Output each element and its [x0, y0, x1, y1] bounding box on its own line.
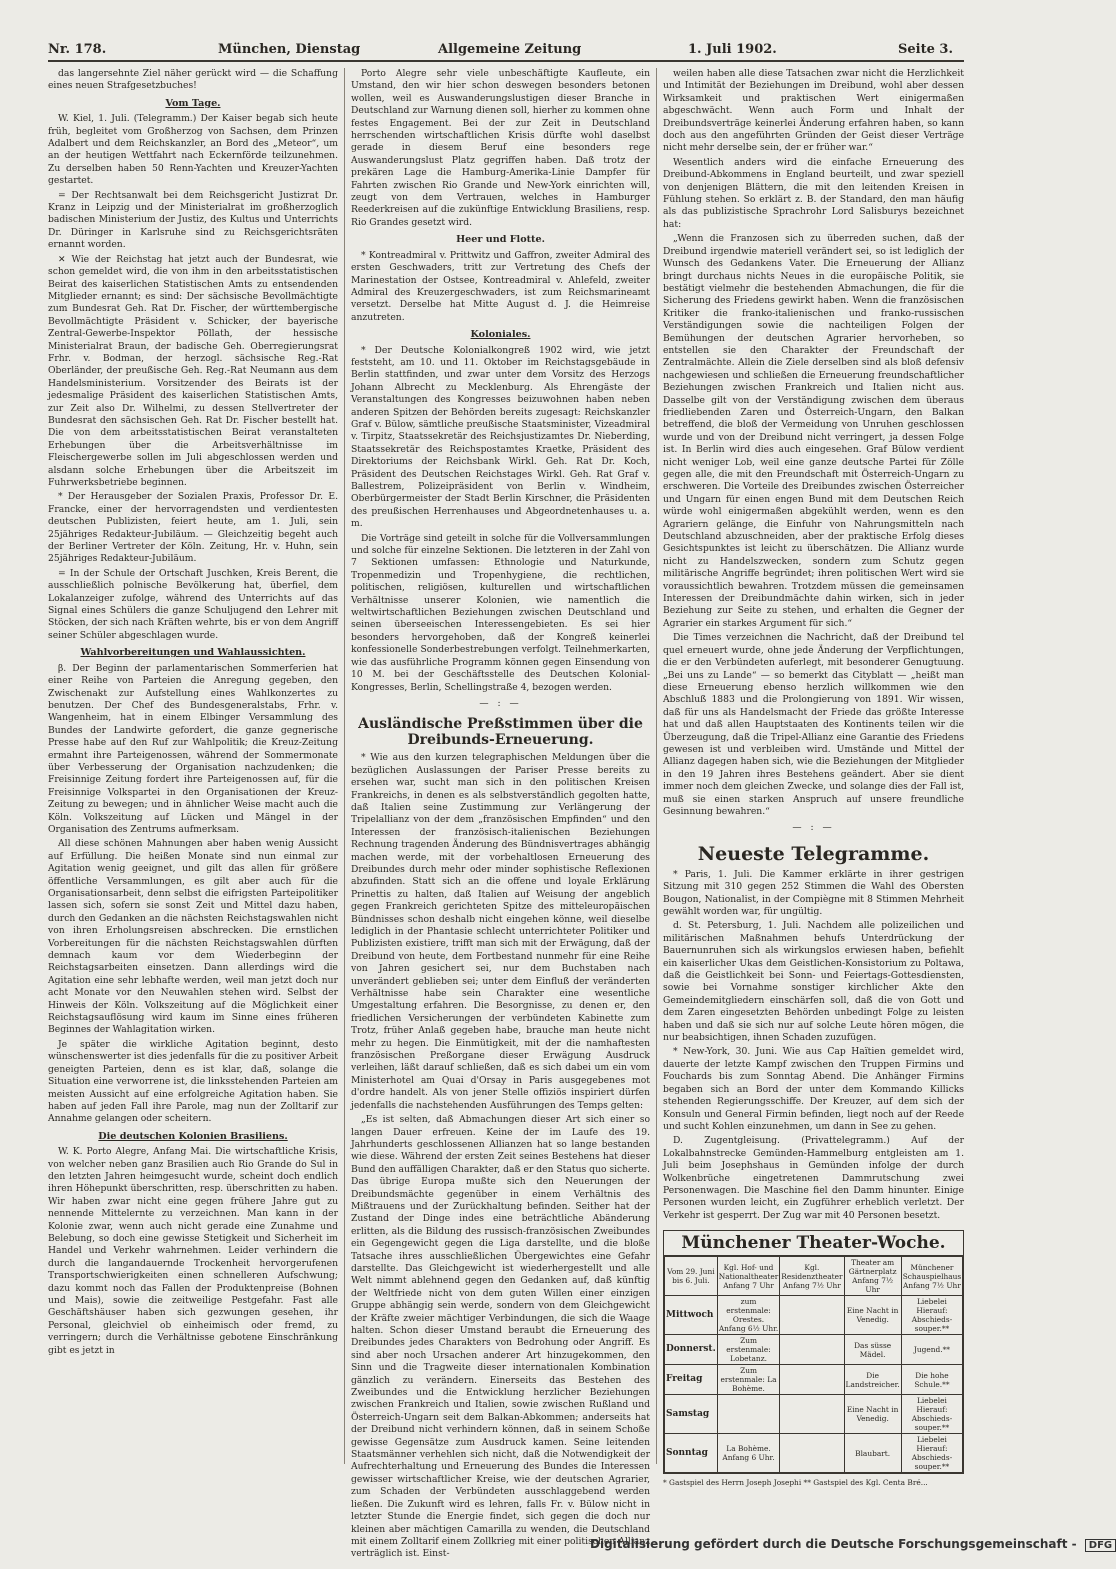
section-heading: Die deutschen Kolonien Brasiliens.	[98, 1130, 288, 1142]
paragraph: Je später die wirkliche Agitation beginnt, desto wünschenswerter ist dies jedenfalls für die zu positiver Arbeit geneigten Parteien, denn es ist klar, daß, solange die Situation eine verworrene ist, die linksstehenden Parteien am meisten Aussicht auf eine erfolgreiche Agitation haben. Sie haben auf jeden Fall ihre Parole, mag nun der Zolltarif zur Annahme gelangen oder scheitern.	[48, 1038, 338, 1125]
digitization-credit	[590, 1537, 1113, 1559]
paragraph: das langersehnte Ziel näher gerückt wird — die Schaffung eines neuen Strafgesetzbuches!	[48, 68, 338, 92]
table-cell	[780, 1296, 844, 1335]
page-number: Seite 3.	[898, 42, 953, 57]
table-cell: Eine Nacht in Venedig.	[844, 1395, 901, 1434]
column-3	[663, 68, 964, 1488]
paragraph: All diese schönen Mahnungen aber haben wenig Aussicht auf Erfüllung. Die heißen Monate sind nun einmal zur Agitation wenig geeignet, und gilt das allen für größere öffentliche Versammlungen, es gilt aber auch für die Organisationsarbeit, denn selbst die eifrigsten Parteipolitiker lassen sich, sofern sie sonst Zeit und Mittel dazu haben, durch den Gedanken an die nächsten Reichstagswahlen nicht von ihren Erholungsreisen abschrecken. Die ernstlichen Vorbereitungen für die nächsten Reichstagswahlen dürften demnach kaum vor dem Wiederbeginn der Reichstagsarbeiten einsetzen. Dann allerdings wird die Agitation eine sehr lebhafte werden, weil man jetzt doch nur acht Monate vor den Neuwahlen stehen wird. Selbst der Hinweis der Köln. Volkszeitung auf die Möglichkeit einer Reichstagsauflösung wird kaum im Sinne eines früheren Beginnes der Wahlagitation wirken.	[48, 838, 338, 1036]
newspaper-title: Allgemeine Zeitung	[438, 42, 582, 57]
paragraph: = Der Rechtsanwalt bei dem Reichsgericht Justizrat Dr. Kranz in Leipzig und der Ministerialrat im großherzoglich badischen Ministerium der Justiz, des Kultus und Unterrichts Dr. Düringer in Karlsruhe sind zu Reichsgerichtsräten ernannt worden.	[48, 189, 338, 251]
table-cell: Liebelei Hierauf: Abschieds-souper.**	[901, 1434, 962, 1473]
table-cell: Donnerst.	[665, 1335, 718, 1365]
paragraph: * Der Deutsche Kolonialkongreß 1902 wird, wie jetzt feststeht, am 10. und 11. Oktober im Reichstagsgebäude in Berlin stattfinden, und zwar unter dem Vorsitz des Herzogs Johann Albrecht zu Mecklenburg. Als Ehrengäste der Veranstaltungen des Kongresses beizuwohnen haben neben anderen Spitzen der Behörden bereits zugesagt: Reichskanzler Graf v. Bülow, sämtliche preußische Staatsminister, Vizeadmiral v. Tirpitz, Staatssekretär des Reichsjustizamtes Dr. Nieberding, Staatssekretär des Reichspostamtes Kraetke, Präsident des Direktoriums der Reichsbank Wirkl. Geh. Rat Dr. Koch, Präsident des Deutschen Reichstages Wirkl. Geh. Rat Graf v. Ballestrem, Polizeipräsident von Berlin v. Windheim, Oberbürgermeister der Stadt Berlin Kirschner, die Präsidenten des preußischen Herrenhauses und Abgeordnetenhauses u. a. m.	[351, 344, 650, 530]
section-heading: Vom Tage.	[165, 97, 221, 109]
column-header: Kgl. Residenztheater Anfang 7½ Uhr	[780, 1257, 844, 1296]
table-cell: Liebelei Hierauf: Abschieds-souper.**	[901, 1395, 962, 1434]
city-day: München, Dienstag	[218, 42, 361, 57]
table-cell: Samstag	[665, 1395, 718, 1434]
separator: — : —	[479, 697, 522, 709]
table-cell	[717, 1395, 780, 1434]
paragraph: d. St. Petersburg, 1. Juli. Nachdem alle polizeilichen und militärischen Maßnahmen behufs Unterdrückung der Bauernunruhen sich als wirkungslos erwiesen haben, befiehlt ein kaiserlicher Ukas dem Geistlichen-Konsistorium zu Poltawa, daß die Geistlichkeit bei Sonn- und Feiertags-Gottesdiensten, sowie bei Vornahme sonstiger kirchlicher Akte den Gemeindemitgliedern einschärfen soll, daß die von Gott und dem Zaren eingesetzten Behörden unbedingt Folge zu leisten haben und daß sie sich nur auf solche Leute hören mögen, die nur beabsichtigen, ihnen Schaden zuzufügen.	[663, 920, 964, 1044]
paragraph: weilen haben alle diese Tatsachen zwar nicht die Herzlichkeit und Intimität der Beziehungen im Dreibund, wohl aber dessen Wirksamkeit und praktischen Wert einigermaßen abgeschwächt. Wenn auch Form und Inhalt der Dreibundsverträge keinerlei Änderung erfahren haben, so kann doch aus den angeführten Gründen der Geist dieser Verträge nicht mehr derselbe sein, der er früher war.“	[663, 68, 964, 154]
paragraph: * Der Herausgeber der Sozialen Praxis, Professor Dr. E. Francke, einer der hervorragendsten und verdientesten deutschen Publizisten, feiert heute, am 1. Juli, sein 25jähriges Redakteur-Jubiläum. — Gleichzeitig begeht auch der Berliner Vertreter der Köln. Zeitung, Hr. v. Huhn, sein 25jähriges Redakteur-Jubiläum.	[48, 491, 338, 565]
page-header	[48, 38, 964, 62]
issue-date: 1. Juli 1902.	[688, 42, 777, 57]
table-cell: Die Landstreicher.	[844, 1365, 901, 1395]
paragraph: Porto Alegre sehr viele unbeschäftigte Kaufleute, ein Umstand, den wir hier schon deswegen besonders betonen wollen, weil es Auswanderungslustigen dieser Branche in Deutschland zur Warnung dienen soll, hierher zu kommen ohne festes Engagement. Bei der zur Zeit in Deutschland herrschenden wirtschaftlichen Krisis dürfte wohl daselbst gerade in diesem Beruf eine besonders rege Auswanderungslust Platz gegriffen haben. Daß trotz der prekären Lage die Hamburg-Amerika-Linie Dampfer für Fahrten zwischen Rio Grande und New-York einrichten will, zeugt von dem Vertrauen, welches in Hamburger Reederkreisen auf die zukünftige Entwicklung Brasiliens, resp. Rio Grandes gesetzt wird.	[351, 68, 650, 228]
table-cell: Jugend.**	[901, 1335, 962, 1365]
credit-text: Digitalisierung gefördert durch die Deutsche Forschungsgemeinschaft -	[590, 1537, 1077, 1551]
table-cell: La Bohème. Anfang 6 Uhr.	[717, 1434, 780, 1473]
table-cell: Die hohe Schule.**	[901, 1365, 962, 1395]
table-cell: Eine Nacht in Venedig.	[844, 1296, 901, 1335]
paragraph: Wesentlich anders wird die einfache Erneuerung des Dreibund-Abkommens in England beurteilt, und zwar speziell von denjenigen Blättern, die mit den leitenden Kreisen in Fühlung stehen. So erklärt z. B. der Standard, den man häufig als das publizistische Sprachrohr Lord Salisburys bezeichnet hat:	[663, 156, 964, 230]
theatre-schedule	[663, 1230, 964, 1474]
separator: — : —	[792, 822, 835, 834]
telegrams-headline: Neueste Telegramme.	[697, 842, 930, 865]
table-cell	[780, 1335, 844, 1365]
table-cell: Sonntag	[665, 1434, 718, 1473]
column-header: Kgl. Hof- und Nationaltheater Anfang 7 Uhr	[717, 1257, 780, 1296]
table-row	[665, 1296, 963, 1335]
table-row	[665, 1365, 963, 1395]
section-heading: Heer und Flotte.	[456, 234, 545, 246]
paragraph: β. Der Beginn der parlamentarischen Sommerferien hat einer Reihe von Parteien die Anregung gegeben, den Zwischenakt zur Aufstellung eines Wahlkonzertes zu benutzen. Der Chef des Bundesgeneralstabs, Frhr. v. Wangenheim, hat in einem Elbinger Versammlung des Bundes der Landwirte gefordert, die ganze gegnerische Presse habe auf den Ruf zur Wahlpolitik; die Kreuz-Zeitung ermahnt ihre Parteigenossen, während der Sommermonate über Verbesserung der Organisation nachzudenken; die Freisinnige Zeitung fordert ihre Parteigenossen auf, für die Freisinnige Volkspartei in den Organisationen der Kreuz-Zeitung zu bewegen; und in ähnlicher Weise macht auch die Köln. Volkszeitung auf Lücken und Mängel in der Organisation des Zentrums aufmerksam.	[48, 662, 338, 835]
paragraph: * Paris, 1. Juli. Die Kammer erklärte in ihrer gestrigen Sitzung mit 310 gegen 252 Stimmen die Wahl des Obersten Bougon, Nationalist, in der Compiègne mit 8 Stimmen Mehrheit gewählt worden war, für ungültig.	[663, 868, 964, 917]
paragraph: * Wie aus den kurzen telegraphischen Meldungen über die bezüglichen Auslassungen der Pariser Presse bereits zu ersehen war, sucht man sich in den politischen Kreisen Frankreichs, in denen es als selbstverständlich gegolten hatte, daß Italien seine Zustimmung zur Verlängerung der Tripelallianz von der dem „französischen Empfinden“ und den Interessen der französisch-italienischen Beziehungen Rechnung tragenden Änderung des Bündnisvertrages abhängig machen werde, mit der vorbehaltlosen Erneuerung des Dreibundes durch mehr oder minder sophistische Reflexionen abzufinden. Statt sich an die offene und loyale Erklärung Prinettis zu halten, daß Italien auf Weisung der angeblich gegen Frankreich gerichteten Spitze des mitteleuropäischen Bündnisses schon deshalb nicht eingehen könne, weil dieselbe lediglich in der Phantasie schlecht unterrichteter Politiker und Publizisten existiere, trifft man sich mit der Erwägung, daß der Dreibund von heute, dem Fortbestand nunmehr für eine Reihe von Jahren gesichert sei, nur dem Buchstaben nach unverändert geblieben sei; unter dem Einfluß der veränderten Verhältnisse habe sein Charakter eine wesentliche Umgestaltung erfahren. Die Besorgnisse, zu denen er, den friedlichen Versicherungen der verbündeten Kabinette zum Trotz, früher Anlaß gegeben habe, brauche man heute nicht mehr zu hegen. Die Einmütigkeit, mit der die namhaftesten französischen Preßorgane dieser Erwägung Ausdruck verleihen, läßt darauf schließen, daß es sich dabei um ein vom Ministerhotel am Quai d'Orsay in Paris ausgegebenes mot d'ordre handelt. Als von jener Stelle offiziös inspiriert dürfen jedenfalls die nachstehenden Ausführungen des Temps gelten:	[351, 752, 650, 1111]
table-header-row	[665, 1257, 963, 1296]
section-heading: Koloniales.	[470, 329, 531, 341]
column-header: Münchener Schauspielhaus Anfang 7½ Uhr	[901, 1257, 962, 1296]
paragraph: = In der Schule der Ortschaft Juschken, Kreis Berent, die ausschließlich polnische Bevölkerung hat, überfiel, dem Lokalanzeiger zufolge, während des Unterrichts auf das Signal eines Schülers die ganze Schuljugend den Lehrer mit Stöcken, der sich nach Kräften wehrte, bis er von dem Angriff seiner Schüler abgeschlagen wurde.	[48, 567, 338, 641]
paragraph: ✕ Wie der Reichstag hat jetzt auch der Bundesrat, wie schon gemeldet wird, die von ihm in den arbeitsstatistischen Beirat des kaiserlichen Statistischen Amts zu entsendenden Mitglieder ernannt; es sind: Der sächsische Bevollmächtigte zum Bundesrat Geh. Rat Dr. Fischer, der württembergische Bevollmächtigte Präsident v. Schicker, der bayerische Zentral-Gewerbe-Inspektor Pöllath, der hessische Ministerialrat Braun, der badische Geh. Oberregierungsrat Frhr. v. Bodman, der herzogl. sächsische Reg.-Rat Oberländer, der preußische Geh. Reg.-Rat Neumann aus dem Handelsministerium. Vorsitzender des Beirats ist der jedesmalige Präsident des kaiserlichen Statistischen Amts, zur Zeit also Dr. Wilhelmi, zu dessen Stellvertreter der Bundesrat den sächsischen Geh. Rat Dr. Fischer bestellt hat. Die von dem arbeitsstatistischen Beirat veranstalteten Erhebungen über die Arbeitsverhältnisse im Fleischergewerbe sollen im Juli abgeschlossen werden und alsdann solche Erhebungen über die Arbeitszeit im Fuhrwerksbetriebe beginnen.	[48, 253, 338, 488]
paragraph: W. Kiel, 1. Juli. (Telegramm.) Der Kaiser begab sich heute früh, begleitet vom Großherzog von Sachsen, dem Prinzen Adalbert und dem Reichskanzler, an Bord des „Meteor“, um an der heutigen Wettfahrt nach Eckernförde teilzunehmen. Zu derselben haben 50 Renn-Yachten und Kreuzer-Yachten gestartet.	[48, 113, 338, 187]
table-cell: Freitag	[665, 1365, 718, 1395]
theatre-table	[664, 1256, 963, 1473]
table-cell: Liebelei Hierauf: Abschieds-souper.**	[901, 1296, 962, 1335]
paragraph: D. Zugentgleisung. (Privattelegramm.) Auf der Lokalbahnstrecke Gemünden-Hammelburg entgleisten am 1. Juli beim Josephshaus in Gemünden infolge der durch Wolkenbrüche eingetretenen Dammrutschung zwei Personenwagen. Die Maschine fiel den Damm hinunter. Einige Personen wurden leicht, ein Zugführer erheblich verletzt. Der Verkehr ist gesperrt. Der Zug war mit 40 Personen besetzt.	[663, 1135, 964, 1221]
column-header: Theater am Gärtnerplatz Anfang 7½ Uhr	[844, 1257, 901, 1296]
dfg-logo: DFG	[1085, 1539, 1116, 1552]
column-divider	[344, 68, 345, 1464]
table-row	[665, 1335, 963, 1365]
table-cell: zum erstenmale: Orestes. Anfang 6½ Uhr.	[718, 1297, 779, 1334]
column-2	[351, 68, 651, 1560]
paragraph: W. K. Porto Alegre, Anfang Mai. Die wirtschaftliche Krisis, von welcher neben ganz Brasilien auch Rio Grande do Sul in den letzten Jahren heimgesucht wurde, scheint doch endlich ihren Höhepunkt überschritten, resp. überschritten zu haben. Wir haben zwar nicht eine gegen frühere Jahre gut zu nennende Mittelernte zu verzeichnen. Man kann in der Kolonie zwar, wenn auch nicht gerade eine Zunahme und Belebung, so doch eine gewisse Stetigkeit und Sicherheit im Handel und Verkehr wahrnehmen. Leider verhindern die durch die langandauernde Trockenheit hervorgerufenen Transportschwierigkeiten einen schnelleren Aufschwung; dazu kommt noch das Fallen der Produktenpreise (Bohnen und Mais), sowie die zeitweilige Pestgefahr. Fast alle Geschäftshäuser haben sich gezwungen gesehen, ihr Personal, gleichviel ob einheimisch oder fremd, zu verringern; durch die Verhältnisse gebotene Einschränkung gibt es jetzt in	[48, 1146, 338, 1356]
paragraph: Die Vorträge sind geteilt in solche für die Vollversammlungen und solche für einzelne Sektionen. Die letzteren in der Zahl von 7 Sektionen umfassen: Ethnologie und Naturkunde, Tropenmedizin und Tropenhygiene, die rechtlichen, politischen, religiösen, kulturellen und wirtschaftlichen Verhältnisse unserer Kolonien, wie namentlich die weltwirtschaftlichen Beziehungen zwischen Deutschland und seinen überseeischen Interessengebieten. Es sei hier besonders hervorgehoben, daß der Kongreß keinerlei konfessionelle Sonderbestrebungen verfolgt. Teilnehmerkarten, wie das ausführliche Programm können gegen Einsendung von 10 M. bei der Geschäftsstelle des Deutschen Kolonial-Kongresses, Berlin, Schellingstraße 4, bezogen werden.	[351, 532, 650, 693]
column-divider	[656, 68, 657, 1464]
theatre-title: Münchener Theater-Woche.	[664, 1231, 963, 1256]
article-headline: Ausländische Preßstimmen über die Dreibunds-Erneuerung.	[358, 716, 643, 749]
table-cell: Das süsse Mädel.	[844, 1335, 901, 1365]
table-cell	[780, 1395, 844, 1434]
column-header: Vom 29. Juni bis 6. Juli.	[665, 1257, 718, 1296]
paragraph: „Wenn die Franzosen sich zu überreden suchen, daß der Dreibund irgendwie materiell verändert sei, so ist lediglich der Wunsch des Gedankens Vater. Die Erneuerung der Allianz bringt durchaus nichts Neues in die europäische Politik, sie bestätigt vielmehr die bestehenden Abmachungen, die für die Sicherung des Friedens gewirkt haben. Wenn die französischen Kritiker die franko-italienischen und franko-russischen Verständigungen sowie die nachteiligen Folgen der Bemühungen der deutschen Agrarier hervorheben, so entstellen sie den Charakter der Freundschaft der Zentralmächte. Allein die Ziele derselben sind als bloß defensiv nachgewiesen und schließen die Erneuerung freundschaftlicher Beziehungen zwischen Frankreich und Italien nicht aus. Dasselbe gilt von der Verständigung zwischen dem überaus friedliebenden Zaren und Österreich-Ungarn, den Balkan betreffend, die bloß der Vermeidung von Unruhen geschlossen wurde und von der Dreibund nicht verringert, ja dessen Folge ist. In Berlin wird dies auch eingesehen. Graf Bülow verdient nicht weniger Lob, weil eine ganze deutsche Partei für Zölle gegen alle, die mit den Freundschaft mit Österreich-Ungarn zu erschweren. Die Vorteile des Dreibundes zwischen Österreicher und Ungarn für einen engen Bund mit dem Deutschen Reich würde wohl einigermaßen abgekühlt werden, wenn es den Agrariern gelänge, die Einfuhr von Nahrungsmitteln nach Deutschland abzuschneiden, aber der praktische Erfolg dieses Gesichtspunktes ist leicht zu überschätzen. Die Allianz wurde nicht zu Handelszwecken, sondern zum Schutz gegen militärische Angriffe begründet; ihren politischen Wert wird sie voraussichtlich bewahren. Trotzdem müssen die gemeinsamen Interessen der Dreibundmächte dahin wirken, sich in jeder Beziehung zur Seite zu stehen, und erhalten die Gegner der Agrarier ein starkes Argument für sich.“	[663, 233, 964, 629]
table-row	[665, 1434, 963, 1473]
section-heading: Wahlvorbereitungen und Wahlaussichten.	[80, 647, 306, 659]
table-cell: Blaubart.	[844, 1434, 901, 1473]
theatre-footnote: * Gastspiel des Herrn Joseph Josephi ** Gastspiel des Kgl. Centa Bré...	[663, 1478, 928, 1488]
paragraph: * Kontreadmiral v. Prittwitz und Gaffron, zweiter Admiral des ersten Geschwaders, tritt zur Vertretung des Chefs der Marinestation der Ostsee, Kontreadmiral v. Ahlefeld, zweiter Admiral des Kreuzergeschwaders, ist zum Reichsmarineamt versetzt. Derselbe hat Mitte August d. J. die Heimreise anzutreten.	[351, 249, 650, 323]
paragraph: * New-York, 30. Juni. Wie aus Cap Haïtien gemeldet wird, dauerte der letzte Kampf zwischen den Truppen Firmins und Fouchards bis zum Sonntag Abend. Die Anhänger Firmins begaben sich an Bord der unter dem Kommando Killicks stehenden Regierungsschiffe. Der Kreuzer, auf dem sich der Konsuln und General Firmin befinden, liegt noch auf der Reede und sucht Kohlen einzunehmen, um dann in See zu gehen.	[663, 1046, 964, 1132]
table-cell: Zum erstenmale: Lobetanz.	[717, 1335, 780, 1365]
table-cell	[780, 1365, 844, 1395]
paragraph: „Es ist selten, daß Abmachungen dieser Art sich einer so langen Dauer erfreuen. Keine der im Laufe des 19. Jahrhunderts geschlossenen Allianzen hat so lange bestanden wie diese. Während der ersten Zeit seines Bestehens hat dieser Bund den auffälligen Charakter, daß er den Status quo sicherte. Das übrige Europa mußte sich den Neuerungen der Dreibundsmächte gegenüber in einem Verhältnis des Mißtrauens und der Zurückhaltung befinden. Seither hat der Zustand der Dinge indes eine beträchtliche Abänderung erlitten, als die Bildung des russisch-französischen Zweibundes ein Gegengewicht gegen die Liga darstellte, und die bloße Tatsache ihres ausschließlichen Übergewichtes eine Gefahr darstellte. Das Gleichgewicht ist wiederhergestellt und alle Welt nimmt ablehnend gegen den Gedanken auf, daß künftig der Weltfriede nicht von dem guten Willen einer einzigen Gruppe abhängig sein werde, sondern von dem Gleichgewicht der Kräfte zweier mächtiger Verbindungen, die sich die Waage halten. Schon dieser Umstand beraubt die Erneuerung des Dreibundes jedes Charakters von Bedrohung oder Angriff. Es sind aber noch Ursachen anderer Art hinzugekommen, den Sinn und die Tragweite dieser internationalen Kombination gänzlich zu verändern. Einerseits das Bestehen des Zweibundes und die Entwicklung herzlicher Beziehungen zwischen Frankreich und Italien, sowie zwischen Rußland und Österreich-Ungarn seit dem Balkan-Abkommen; anderseits hat der Dreibund nicht verhindern können, daß in seinem Schoße gewisse Gegensätze zum Ausdruck kamen. Seine leitenden Staatsmänner verhehlen sich nicht, daß die Notwendigkeit der Aufrechterhaltung und Erneuerung des Bundes die Interessen gewisser wirtschaftlicher Kreise, wie der deutschen Agrarier, zum Schaden der Verbündeten ausschlaggebend werden ließen. Die Zukunft wird es lehren, falls Fr. v. Bülow nicht in letzter Stunde die Energie findet, sich gegen die doch nur kleinen aber mächtigen Camarilla zu wenden, die Deutschland mit einem Zolltarif einem Zollkrieg mit einer politischen Allianz verträglich ist. Einst-	[351, 1114, 651, 1560]
issue-number: Nr. 178.	[48, 42, 107, 57]
paragraph: Die Times verzeichnen die Nachricht, daß der Dreibund tel quel erneuert wurde, ohne jede Änderung der Verpflichtungen, die er den Verbündeten auferlegt, mit besonderer Genugtuung. „Bei uns zu Lande“ — so bemerkt das Cityblatt — „heißt man diese Erneuerung ebenso herzlich willkommen wie den Abschluß 1883 und die Prolongierung von 1891. Wir wissen, daß für uns als Handelsmacht der Friede das größte Interesse hat und daß allen Hauptstaaten des Kontinents teilen wir die Überzeugung, daß die Tripel-Allianz eine Garantie des Friedens gewesen ist und verbleiben wird. Umstände und Mittel der Allianz dagegen haben sich, wie die Beziehungen der Mitglieder in den 19 Jahren ihres Bestehens geändert. Aber sie dient immer noch dem gleichen Zwecke, und solange dies der Fall ist, muß sie einen starken Anspruch auf unsere freundliche Gesinnung bewahren.“	[663, 632, 964, 817]
column-1	[48, 68, 338, 1464]
table-cell: Mittwoch	[665, 1296, 718, 1335]
table-cell	[780, 1434, 844, 1473]
table-cell: Zum erstenmale: La Bohème.	[717, 1365, 780, 1395]
table-row	[665, 1395, 963, 1434]
